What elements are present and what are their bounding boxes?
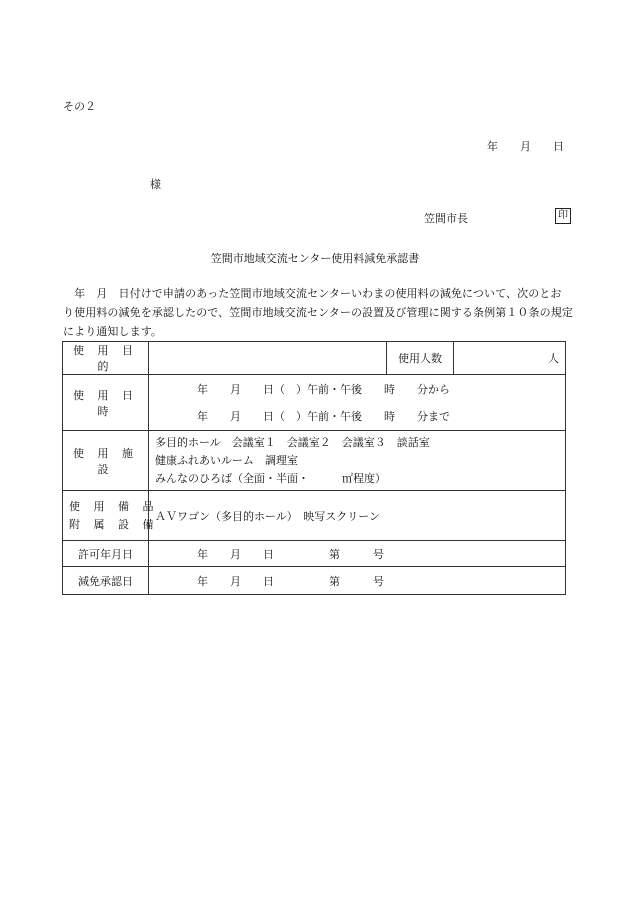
body-line: 年 月 日付けで申請のあった笠間市地域交流センターいわまの使用料の減免について、次のとお <box>63 287 562 300</box>
table-row <box>63 491 566 541</box>
approval-date-value: 年 月 日 第 号 <box>149 567 566 595</box>
day-label: 日 <box>553 140 564 153</box>
date-line <box>487 138 564 154</box>
datetime-label: 使 用 日 時 <box>63 375 149 431</box>
facility-label: 使 用 施 設 <box>63 431 149 491</box>
info-table <box>62 341 566 595</box>
equipment-label-line: 附 属 設 備 <box>69 517 159 531</box>
table-row <box>63 342 566 375</box>
body-text <box>63 284 573 341</box>
permit-date-value: 年 月 日 第 号 <box>149 541 566 567</box>
facility-line: 健康ふれあいルーム 調理室 <box>155 453 298 467</box>
purpose-value <box>149 342 387 375</box>
equipment-value: ＡＶワゴン（多目的ホール） 映写スクリーン <box>149 491 566 541</box>
facility-value <box>149 431 566 491</box>
approval-date-label: 減免承認日 <box>63 567 149 595</box>
datetime-value <box>149 375 566 431</box>
equipment-label-line: 使 用 備 品 <box>69 499 159 513</box>
body-line: り使用料の減免を承認したので、笠間市地域交流センターの設置及び管理に関する条例第１０条の規定 <box>63 306 573 319</box>
people-label: 使用人数 <box>387 342 454 375</box>
facility-line: 多目的ホール 会議室１ 会議室２ 会議室３ 談話室 <box>155 435 430 449</box>
seal-mark: 印 <box>555 208 571 224</box>
document-title: 笠間市地域交流センター使用料減免承認書 <box>210 252 420 265</box>
table-row <box>63 375 566 431</box>
table-row <box>63 541 566 567</box>
datetime-from: 年 月 日（ ）午前・午後 時 分から <box>197 382 450 396</box>
issuer-title: 笠間市長 <box>424 212 468 225</box>
purpose-label: 使 用 目 的 <box>63 342 149 375</box>
table-row <box>63 431 566 491</box>
year-label: 年 <box>487 140 498 153</box>
permit-date-label: 許可年月日 <box>63 541 149 567</box>
facility-line: みんなのひろば（全面・半面・ ㎡程度） <box>155 471 386 485</box>
people-unit: 人 <box>454 342 566 375</box>
datetime-to: 年 月 日（ ）午前・午後 時 分まで <box>197 409 450 423</box>
equipment-label <box>63 491 159 541</box>
body-line: により通知します。 <box>63 325 163 338</box>
month-label: 月 <box>520 140 531 153</box>
table-row <box>63 567 566 595</box>
addressee-suffix: 様 <box>150 178 161 191</box>
form-number: その２ <box>63 100 96 113</box>
